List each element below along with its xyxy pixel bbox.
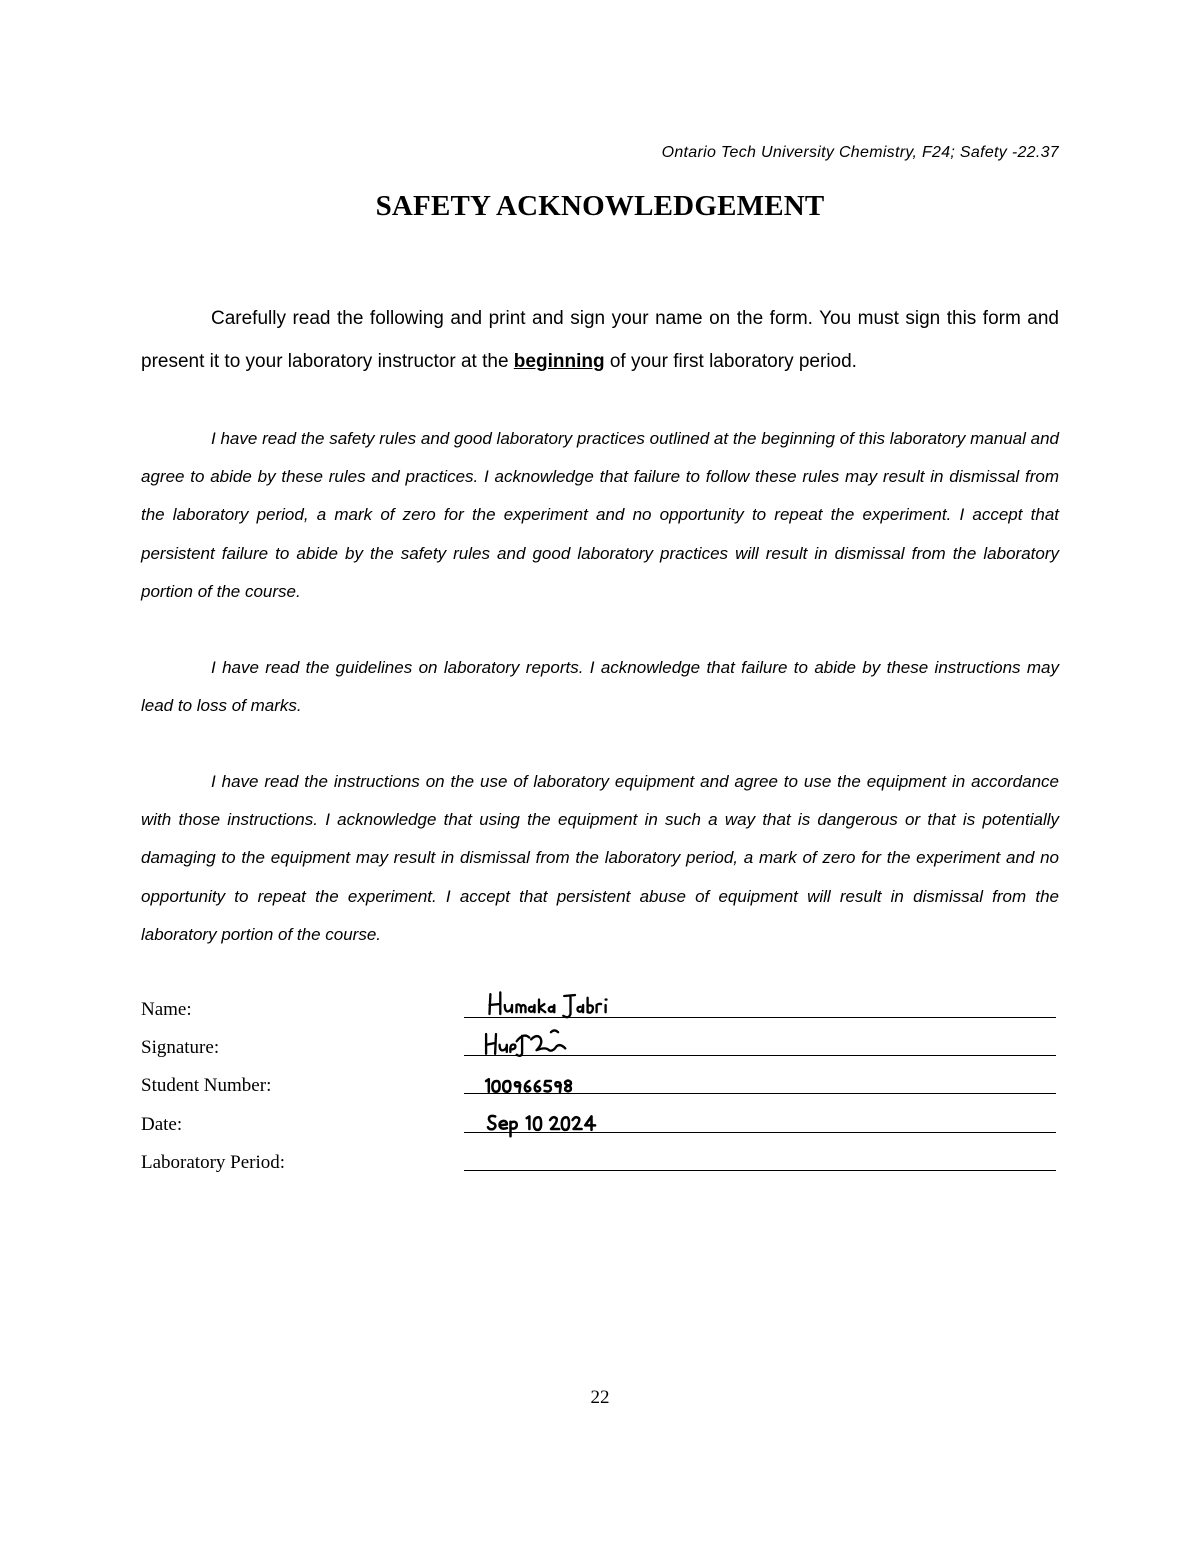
handwritten-student-number: [477, 1063, 587, 1099]
intro-paragraph: [141, 297, 1059, 383]
lab-period-label: Laboratory Period:: [141, 1152, 286, 1173]
running-header: Ontario Tech University Chemistry, F24; Safety -22.37: [661, 144, 1059, 161]
form-row-signature: [141, 1033, 1059, 1071]
statement-equipment: I have read the instructions on the use of laboratory equipment and agree to use the equipment in accordance with those instructions. I acknowledge that using the equipment in such a way that is dangerous or that is potentially damaging to the equipment may result in dismissal from the laboratory period, a mark of zero for the experiment and no opportunity to repeat the experiment. I accept that persistent abuse of equipment will result in dismissal from the laboratory portion of the course.: [141, 772, 1059, 944]
page-number: 22: [590, 1387, 610, 1408]
form-row-name: [141, 995, 1059, 1033]
date-label: Date:: [141, 1114, 183, 1135]
intro-text-after: of your first laboratory period.: [604, 351, 857, 372]
handwritten-signature: [477, 1025, 587, 1061]
student-number-label: Student Number:: [141, 1075, 272, 1096]
signature-label: Signature:: [141, 1037, 220, 1058]
form-row-date: [141, 1110, 1059, 1148]
intro-text-before: Carefully read the following and print and sign your name on the form. You must sign this form and present it to your laboratory instructor at the: [141, 308, 1059, 372]
statement-lab-reports: I have read the guidelines on laboratory reports. I acknowledge that failure to abide by these instructions may lead to loss of marks.: [141, 658, 1059, 716]
handwritten-date: [477, 1102, 607, 1138]
statement-safety-rules: I have read the safety rules and good laboratory practices outlined at the beginning of this laboratory manual and agree to abide by these rules and practices. I acknowledge that failure to follow these rules may result in dismissal from the laboratory period, a mark of zero for the experiment and no opportunity to repeat the experiment. I accept that persistent failure to abide by the safety rules and good laboratory practices will result in dismissal from the laboratory portion of the course.: [141, 429, 1059, 601]
page-title: SAFETY ACKNOWLEDGEMENT: [375, 190, 825, 222]
form-row-lab-period: [141, 1148, 1059, 1186]
handwritten-name: [477, 987, 637, 1023]
lab-period-field-line[interactable]: [464, 1170, 1056, 1171]
intro-emphasis: beginning: [513, 351, 605, 372]
name-label: Name:: [141, 999, 192, 1020]
